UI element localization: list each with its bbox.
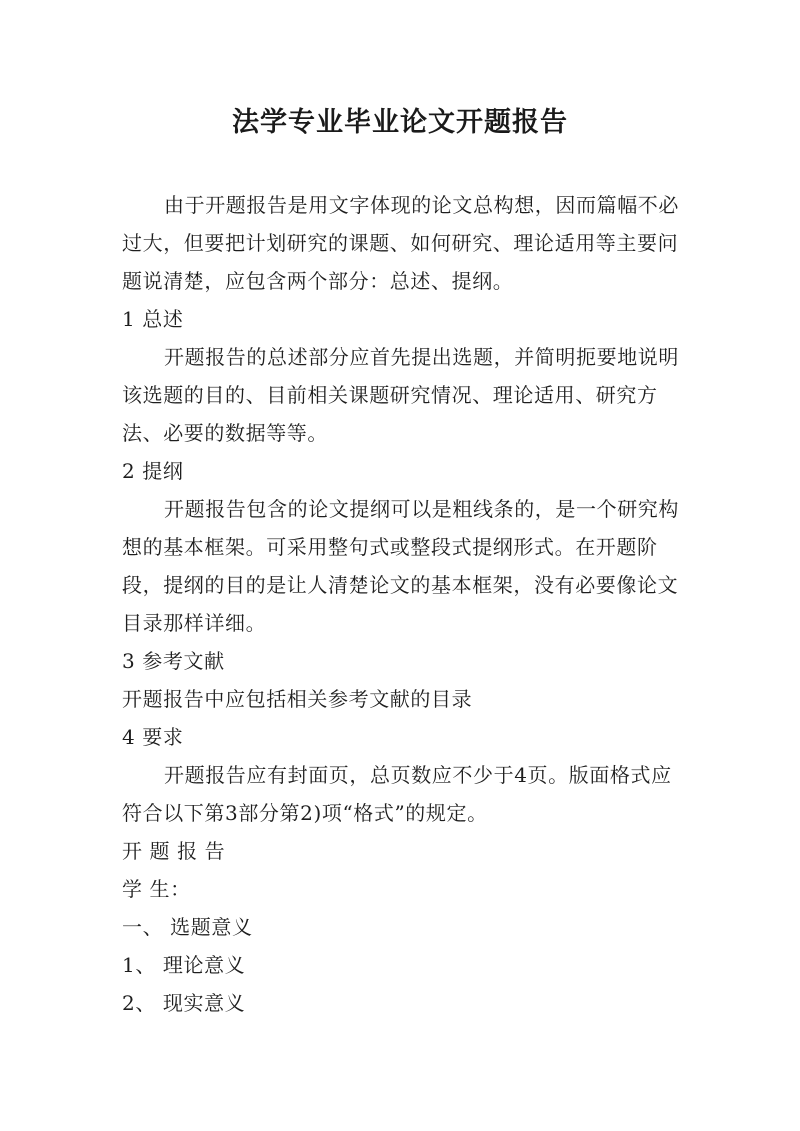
document-body	[122, 186, 680, 1022]
heading-requirements: 4 要求	[122, 725, 184, 749]
heading-overview: 1 总述	[122, 307, 184, 331]
heading-references: 3 参考文献	[122, 649, 225, 673]
line-topic-significance: 一、 选题意义	[122, 915, 253, 939]
paragraph-overview: 开题报告的总述部分应首先提出选题，并简明扼要地说明该选题的目的、目前相关课题研究情况、理论适用、研究方法、必要的数据等等。	[122, 345, 679, 445]
paragraph-references: 开题报告中应包括相关参考文献的目录	[122, 687, 473, 711]
paragraph-requirements: 开题报告应有封面页，总页数应不少于4页。版面格式应符合以下第3部分第2)项“格式”的规定。	[122, 763, 672, 825]
paragraph-intro: 由于开题报告是用文字体现的论文总构想，因而篇幅不必过大，但要把计划研究的课题、如何研究、理论适用等主要问题说清楚，应包含两个部分：总述、提纲。	[122, 193, 679, 293]
line-theoretical-significance: 1、 理论意义	[122, 953, 246, 977]
line-student: 学 生：	[122, 877, 191, 901]
paragraph-outline: 开题报告包含的论文提纲可以是粗线条的，是一个研究构想的基本框架。可采用整句式或整段式提纲形式。在开题阶段，提纲的目的是让人清楚论文的基本框架，没有必要像论文目录那样详细。	[122, 497, 679, 635]
document-title: 法学专业毕业论文开题报告	[232, 107, 568, 138]
line-report-label: 开 题 报 告	[122, 839, 226, 863]
heading-outline: 2 提纲	[122, 459, 184, 483]
line-practical-significance: 2、 现实意义	[122, 991, 246, 1015]
